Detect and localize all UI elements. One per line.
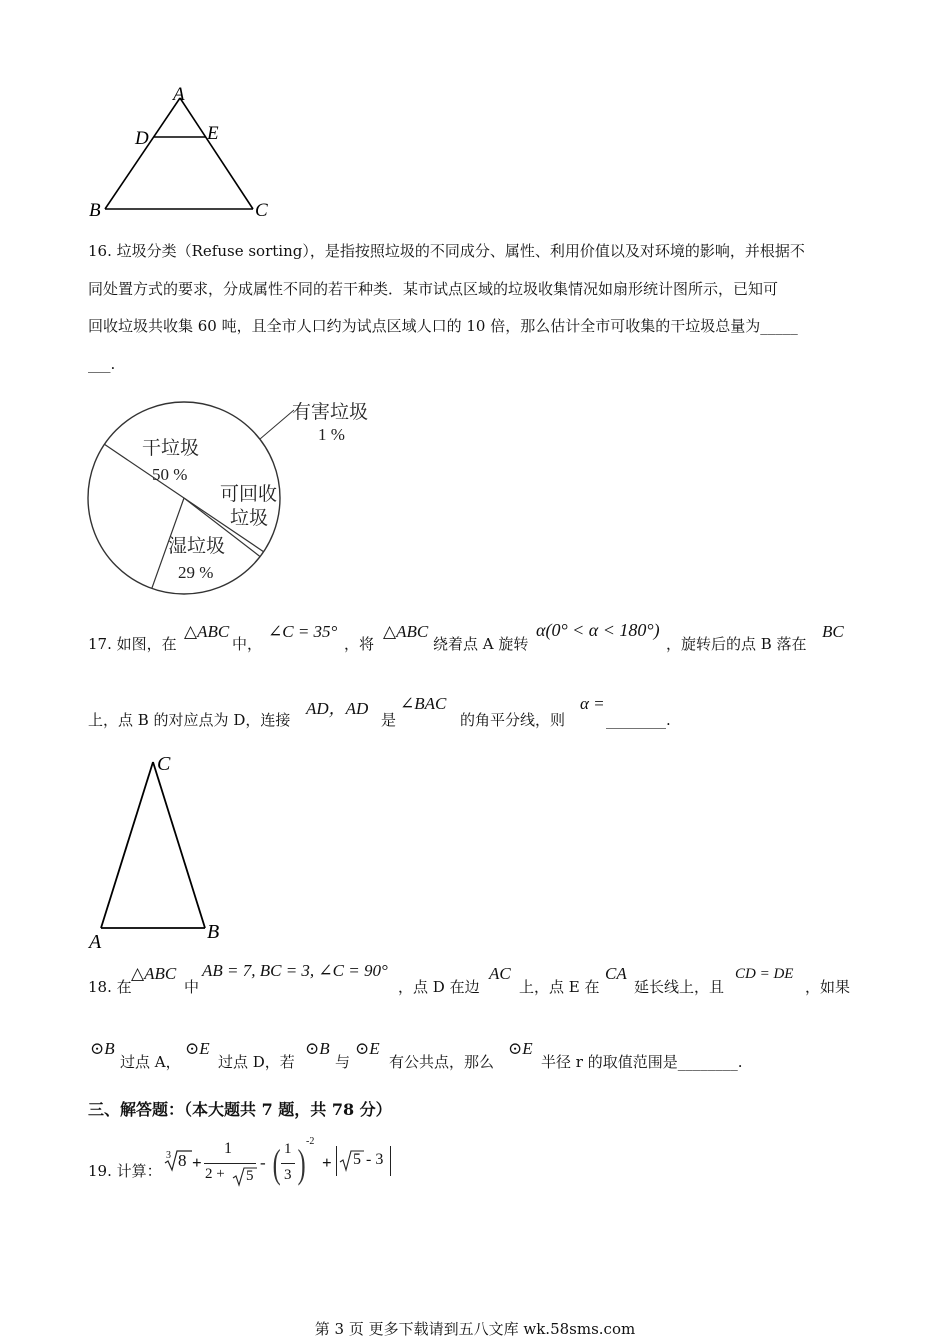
q17-alpha-range: α(0° < α < 180°) bbox=[536, 620, 660, 640]
label-b: B bbox=[207, 921, 220, 943]
q19-label: 19. 计算： bbox=[88, 1162, 162, 1180]
q17-triangle-abc: △ABC bbox=[184, 622, 230, 641]
q17-text-after: ，旋转后的点 B 落在 bbox=[666, 635, 807, 653]
q19-exponent: -2 bbox=[306, 1136, 315, 1147]
q19-expression bbox=[160, 1136, 400, 1192]
q18-text-ruguo: ，如果 bbox=[805, 978, 851, 996]
q19-right-paren: ) bbox=[297, 1141, 306, 1186]
pie-chart bbox=[80, 392, 400, 604]
q17-triangle-abc-2: △ABC bbox=[383, 622, 429, 641]
q18-text-pointd: ，点 D 在边 bbox=[398, 978, 480, 996]
pie-label-recycle-2: 垃圾 bbox=[230, 508, 269, 529]
q19-fraction-numerator: 1 bbox=[224, 1140, 232, 1157]
pie-label-wet: 湿垃圾 bbox=[168, 536, 226, 557]
q17-text-zhong: 中， bbox=[232, 635, 263, 653]
pie-label-harmful: 有害垃圾 bbox=[292, 402, 369, 423]
q17-answer-blank: ________. bbox=[606, 711, 671, 729]
q18-text-zhong: 中 bbox=[184, 978, 200, 996]
q18-text-pass-a: 过点 A， bbox=[120, 1053, 181, 1071]
q19-left-paren: ( bbox=[272, 1141, 281, 1186]
label-e: E bbox=[207, 123, 219, 144]
label-a: A bbox=[89, 931, 102, 953]
q16-line-4: ___. bbox=[88, 355, 116, 373]
q17-alpha-eq: α = bbox=[580, 694, 605, 713]
q18-segment-ca: CA bbox=[605, 964, 627, 983]
q19-abs-right-bar bbox=[390, 1146, 391, 1176]
q18-circle-e: ⊙E bbox=[185, 1039, 210, 1058]
q16-line-2: 同处置方式的要求，分成属性不同的若干种类．某市试点区域的垃圾收集情况如扇形统计图所示，已知可 bbox=[88, 280, 779, 298]
q18-circle-b-2: ⊙B bbox=[305, 1039, 330, 1058]
q17-line2-start: 上，点 B 的对应点为 D，连接 bbox=[88, 711, 291, 729]
segment-ab bbox=[105, 98, 180, 209]
q17-angle-c: ∠C = 35° bbox=[268, 622, 338, 641]
label-a: A bbox=[173, 84, 185, 105]
radical-sign-icon bbox=[339, 1150, 365, 1172]
q19-fraction-denominator-radicand: 5 bbox=[246, 1168, 254, 1184]
figure-triangle-ade bbox=[85, 84, 275, 224]
q19-paren-numerator: 1 bbox=[284, 1141, 292, 1157]
q19-abs-left-bar bbox=[336, 1146, 337, 1176]
q18-text-radius: 半径 r 的取值范围是________. bbox=[541, 1053, 743, 1071]
label-b: B bbox=[89, 200, 101, 221]
label-d: D bbox=[135, 128, 149, 149]
q19-paren-fraction-bar bbox=[281, 1163, 295, 1164]
q19-fraction-denominator-a: 2 + bbox=[205, 1166, 225, 1182]
q18-circle-e-3: ⊙E bbox=[508, 1039, 533, 1058]
q18-given: AB = 7, BC = 3, ∠C = 90° bbox=[202, 961, 388, 980]
q19-minus: - bbox=[260, 1153, 266, 1172]
figure-triangle-abc bbox=[85, 748, 235, 953]
segment-ac bbox=[180, 98, 253, 209]
q17-ad-ad: AD，AD bbox=[306, 699, 369, 718]
q17-text-shi: 是 bbox=[381, 711, 397, 729]
q18-text-yu: 与 bbox=[335, 1053, 351, 1071]
q17-number: 17. 如图，在 bbox=[88, 635, 177, 653]
q18-number: 18. 在 bbox=[88, 978, 132, 996]
q19-fraction-bar bbox=[204, 1163, 256, 1164]
q17-text-rotate: 绕着点 A 旋转 bbox=[433, 635, 529, 653]
pie-label-dry-pct: 50 % bbox=[152, 465, 188, 484]
q19-cube-index: 3 bbox=[166, 1150, 171, 1161]
pie-label-wet-pct: 29 % bbox=[178, 563, 214, 582]
q18-text-pass-d: 过点 D，若 bbox=[218, 1053, 295, 1071]
q19-abs-rest: - 3 bbox=[366, 1151, 384, 1168]
section-3-heading: 三、解答题：（本大题共 7 题，共 78 分） bbox=[88, 1100, 392, 1119]
q16-line-3: 回收垃圾共收集 60 吨，且全市人口约为试点区域人口的 10 倍，那么估计全市可收集的干垃圾总量为_____ bbox=[88, 317, 798, 335]
q17-text-jiang: ，将 bbox=[344, 635, 375, 653]
label-c: C bbox=[255, 200, 268, 221]
page-footer: 第 3 页 更多下载请到五八文库 wk.58sms.com bbox=[314, 1320, 636, 1338]
q17-text-bisector: 的角平分线，则 bbox=[460, 711, 566, 729]
radical-sign-icon bbox=[232, 1167, 258, 1187]
label-c: C bbox=[157, 753, 171, 775]
q19-cube-radicand: 8 bbox=[178, 1151, 187, 1170]
q16-line-1: 16. 垃圾分类（Refuse sorting），是指按照垃圾的不同成分、属性、利用价值以及对环境的影响，并根据不 bbox=[88, 242, 805, 260]
q17-angle-bac: ∠BAC bbox=[400, 694, 447, 713]
pie-label-harmful-pct: 1 % bbox=[318, 425, 345, 444]
q19-paren-denominator: 3 bbox=[284, 1167, 292, 1183]
q17-segment-bc: BC bbox=[822, 622, 844, 641]
pie-label-recycle: 可回收 bbox=[220, 484, 278, 505]
q19-plus-1: + bbox=[192, 1153, 202, 1172]
pie-label-dry: 干垃圾 bbox=[142, 438, 200, 459]
q18-text-common: 有公共点，那么 bbox=[389, 1053, 495, 1071]
q18-triangle-abc: △ABC bbox=[131, 964, 177, 983]
q18-circle-b: ⊙B bbox=[90, 1039, 115, 1058]
q18-segment-ac: AC bbox=[489, 964, 511, 983]
q18-cd-eq-de: CD = DE bbox=[735, 966, 794, 982]
q18-text-extension: 延长线上，且 bbox=[634, 978, 725, 996]
q19-abs-radicand: 5 bbox=[353, 1151, 361, 1168]
segment-ac bbox=[101, 762, 153, 928]
q19-plus-2: + bbox=[322, 1153, 332, 1172]
pie-callout-line bbox=[260, 410, 294, 439]
segment-cb bbox=[153, 762, 205, 928]
q18-text-pointe: 上，点 E 在 bbox=[519, 978, 600, 996]
q18-circle-e-2: ⊙E bbox=[355, 1039, 380, 1058]
